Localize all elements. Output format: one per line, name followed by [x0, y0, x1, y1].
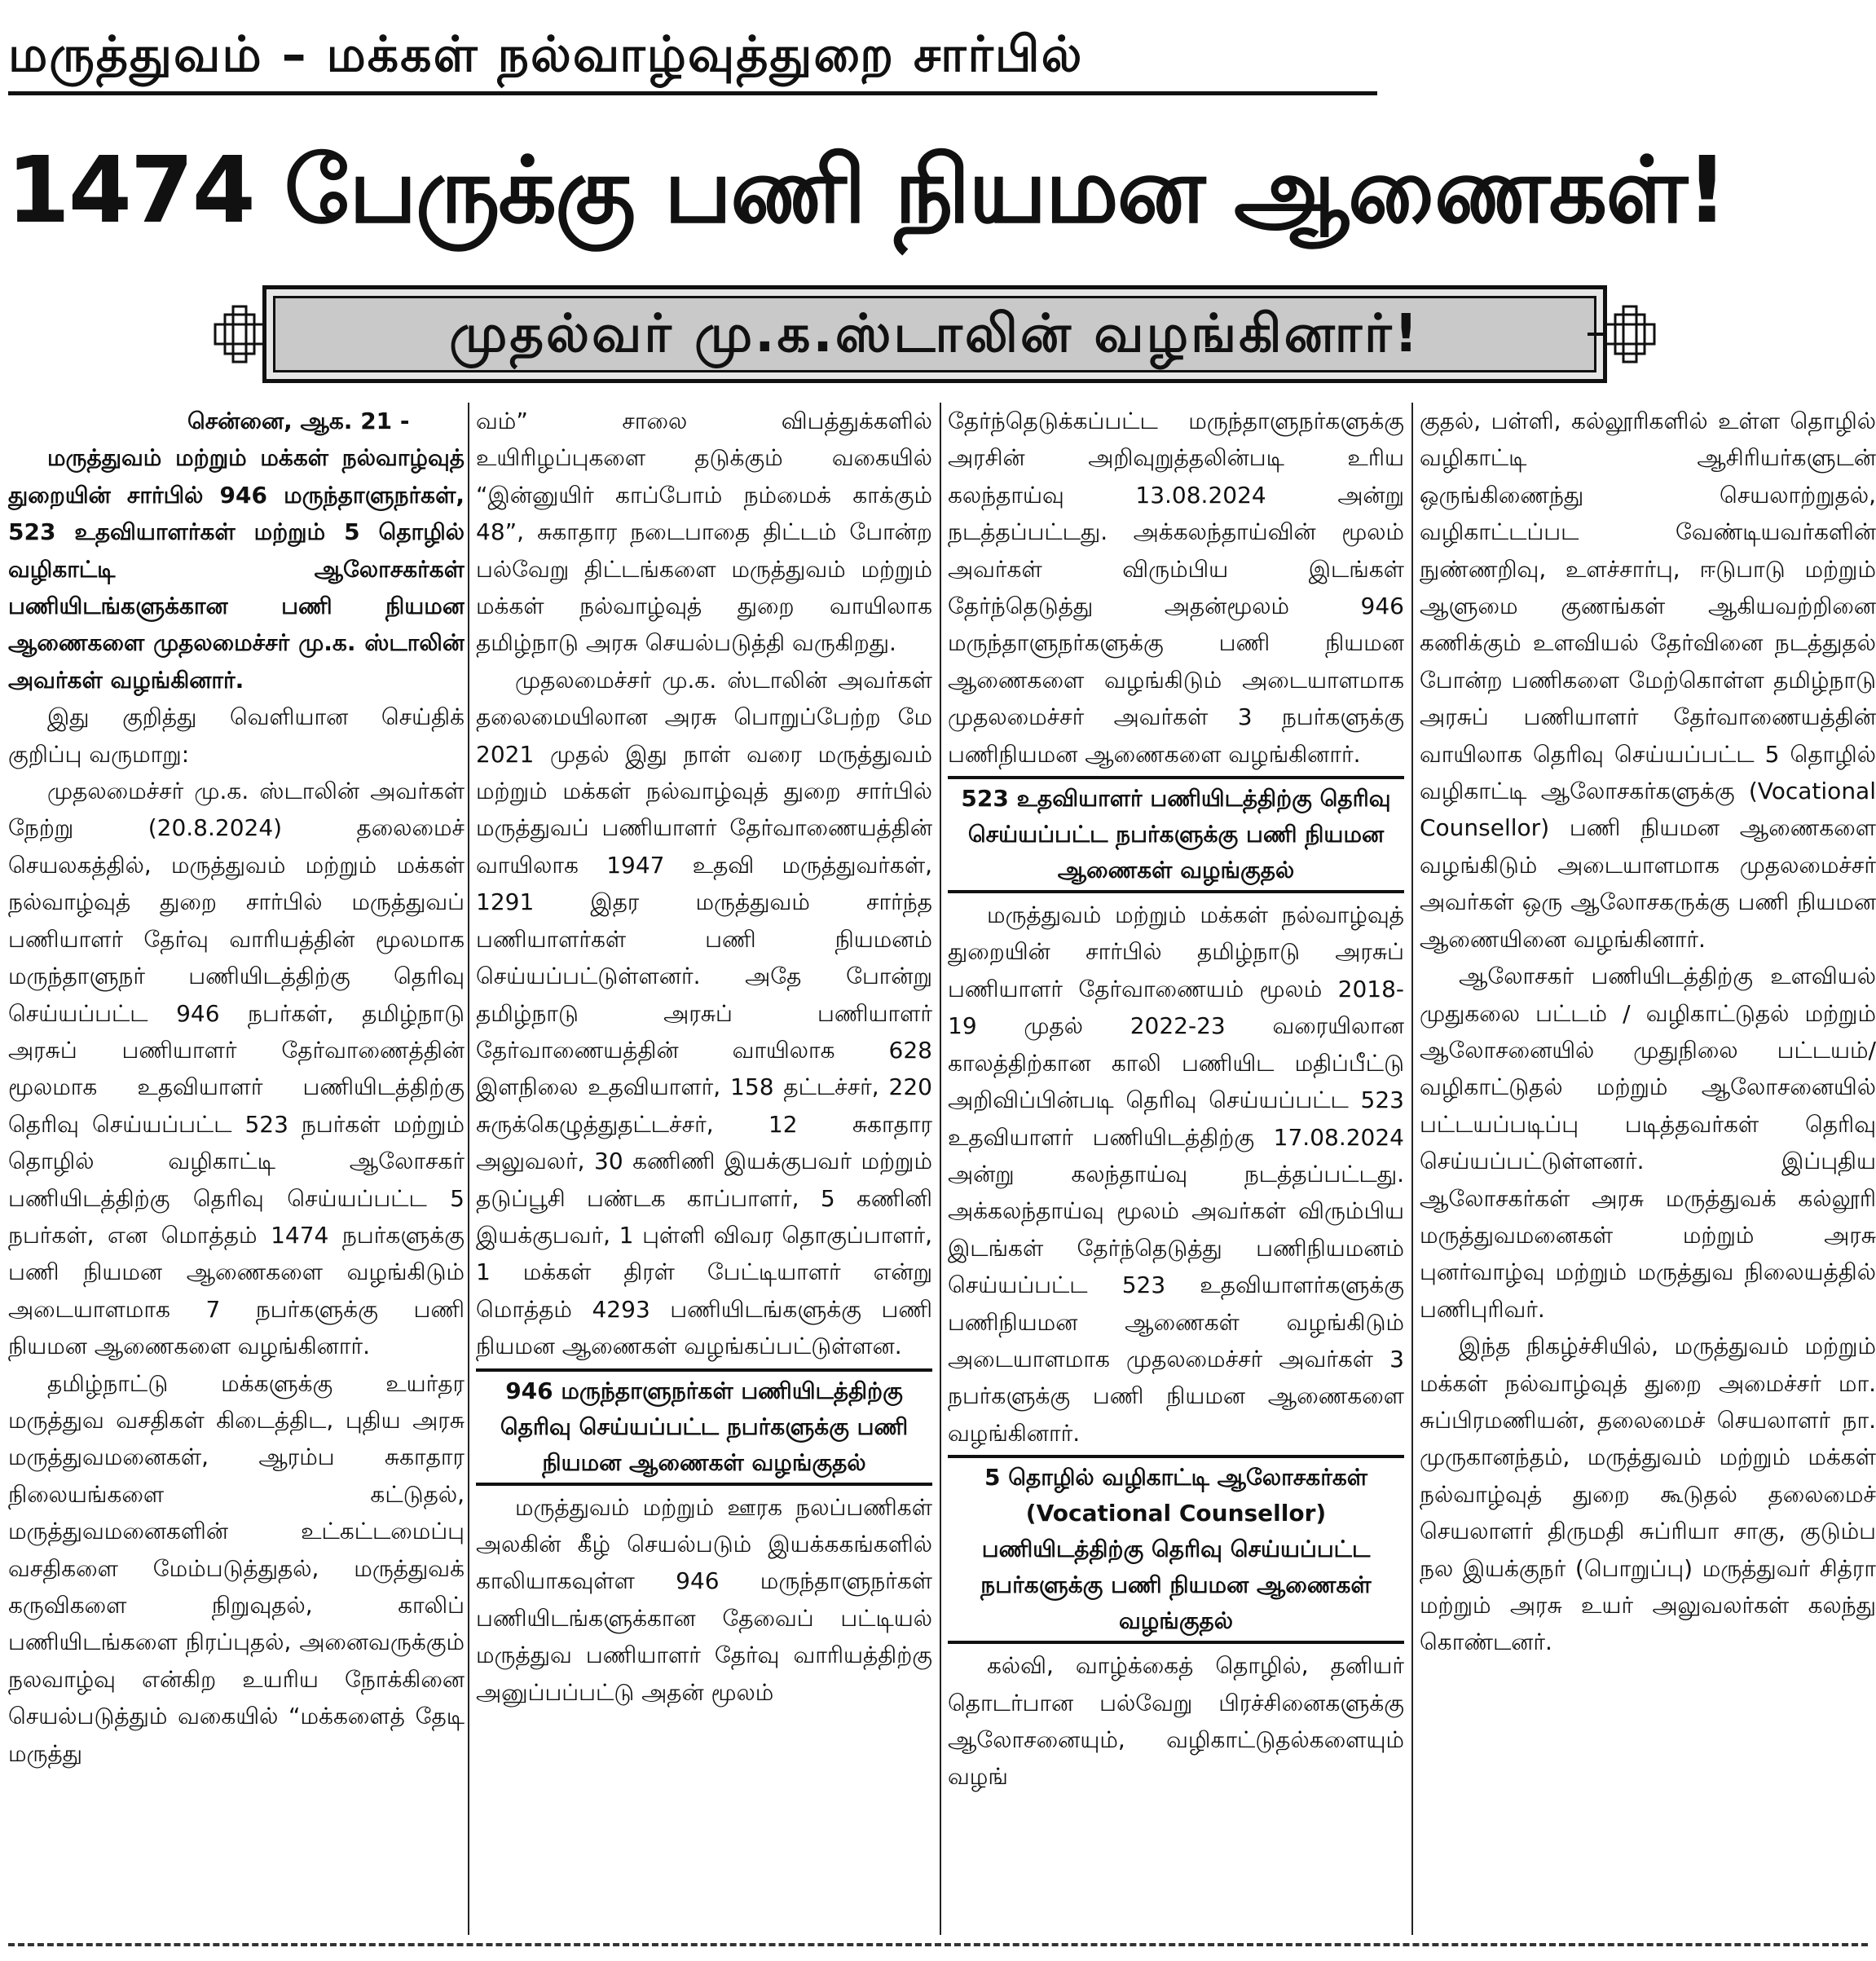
column-divider — [1411, 403, 1413, 1935]
paragraph: மருத்துவம் மற்றும் ஊரக நலப்பணிகள் அலகின் கீழ் செயல்படும் இயக்ககங்களில் காலியாகவுள்ள 946 மருந்தாளுநர்கள் பணியிடங்களுக்கான தேவைப் பட்டியல் மருத்துவ பணியாளர் தேர்வு வாரியத்திற்கு அனுப்பப்பட்டு அதன் மூலம் — [476, 1493, 932, 1706]
paragraph: தேர்ந்தெடுக்கப்பட்ட மருந்தாளுநர்களுக்கு அரசின் அறிவுறுத்தலின்படி உரிய கலந்தாய்வு 13.08.2024 அன்று நடத்தப்பட்டது. அக்கலந்தாய்வின் மூலம் அவர்கள் விரும்பிய இடங்கள் தேர்ந்தெடுத்து அதன்மூலம் 946 மருந்தாளுநர்களுக்கு பணி நியமன ஆணைகளை வழங்கிடும் அடையாளமாக முதலமைச்சர் அவர்கள் 3 நபர்களுக்கு பணிநியமன ஆணைகளை வழங்கினார். — [948, 408, 1404, 768]
headline: 1474 பேருக்கு பணி நியமன ஆணைகள்! — [7, 138, 1727, 244]
dateline: சென்னை, ஆக. 21 - — [187, 408, 410, 434]
column-divider — [940, 403, 941, 1935]
paragraph: தமிழ்நாட்டு மக்களுக்கு உயர்தர மருத்துவ வசதிகள் கிடைத்திட, புதிய அரசு மருத்துவமனைகள், ஆரம்ப சுகாதார நிலையங்களை கட்டுதல், மருத்துவமனைகளின் உட்கட்டமைப்பு வசதிகளை மேம்படுத்துதல், மருத்துவக் கருவிகளை நிறுவுதல், காலிப் பணியிடங்களை நிரப்புதல், அனைவருக்கும் நலவாழ்வு என்கிற உயரிய நோக்கினை செயல்படுத்தும் வகையில் “மக்களைத் தேடி மருத்து — [8, 1369, 465, 1767]
paragraph: ஆலோசகர் பணியிடத்திற்கு உளவியல் முதுகலை பட்டம் / வழிகாட்டுதல் மற்றும் ஆலோசனையில் முதுநிலை பட்டயம்/வழிகாட்டுதல் மற்றும் ஆலோசனையில் பட்டயப்படிப்பு படித்தவர்கள் தெரிவு செய்யப்பட்டுள்ளனர். இப்புதிய ஆலோசகர்கள் அரசு மருத்துவக் கல்லூரி மருத்துவமனைகள் மற்றும் அரசு புனர்வாழ்வு மற்றும் மருத்துவ நிலையத்தில் பணிபுரிவர். — [1420, 963, 1876, 1323]
paragraph: முதலமைச்சர் மு.க. ஸ்டாலின் அவர்கள் நேற்று (20.8.2024) தலைமைச் செயலகத்தில், மருத்துவம் மற்றும் மக்கள் நல்வாழ்வுத் துறை சார்பில் மருத்துவப் பணியாளர் தேர்வு வாரியத்தின் மூலமாக மருந்தாளுநர் பணியிடத்திற்கு தெரிவு செய்யப்பட்ட 946 நபர்கள், தமிழ்நாடு அரசுப் பணியாளர் தேர்வாணைத்தின் மூலமாக உதவியாளர் பணியிடத்திற்கு தெரிவு செய்யப்பட்ட 523 நபர்கள் மற்றும் தொழில் வழிகாட்டி ஆலோசகர் பணியிடத்திற்கு தெரிவு செய்யப்பட்ட 5 நபர்கள், என மொத்தம் 1474 நபர்களுக்கு பணி நியமன ஆணைகளை வழங்கிடும் அடையாளமாக 7 நபர்களுக்கு பணி நியமன ஆணைகளை வழங்கினார். — [8, 778, 465, 1360]
right-ornament-icon — [1588, 300, 1656, 368]
paragraph: கல்வி, வாழ்க்கைத் தொழில், தனியர் தொடர்பான பல்வேறு பிரச்சினைகளுக்கு ஆலோசனையும், வழிகாட்டுதல்களையும் வழங் — [948, 1652, 1404, 1791]
lead-paragraph: மருத்துவம் மற்றும் மக்கள் நல்வாழ்வுத் துறையின் சார்பில் 946 மருந்தாளுநர்கள், 523 உதவியாளர்கள் மற்றும் 5 தொழில் வழிகாட்டி ஆலோசகர்கள் பணியிடங்களுக்கான பணி நியமன ஆணைகளை முதலமைச்சர் மு.க. ஸ்டாலின் அவர்கள் வழங்கினார். — [8, 444, 465, 694]
banner-text: முதல்வர் மு.க.ஸ்டாலின் வழங்கினார்! — [449, 304, 1420, 364]
banner — [214, 285, 1656, 390]
column-2 — [476, 403, 932, 1935]
paragraph: மருத்துவம் மற்றும் மக்கள் நல்வாழ்வுத் துறையின் சார்பில் தமிழ்நாடு அரசுப் பணியாளர் தேர்வாணையம் மூலம் 2018-19 முதல் 2022-23 வரையிலான காலத்திற்கான காலி பணியிட மதிப்பீட்டு அறிவிப்பின்படி தெரிவு செய்யப்பட்ட 523 உதவியாளர் பணியிடத்திற்கு 17.08.2024 அன்று கலந்தாய்வு நடத்தப்பட்டது. அக்கலந்தாய்வு மூலம் அவர்கள் விரும்பிய இடங்கள் தேர்ந்தெடுத்து பணிநியமனம் செய்யப்பட்ட 523 உதவியாளர்களுக்கு பணிநியமன ஆணைகள் வழங்கிடும் அடையாளமாக முதலமைச்சர் அவர்கள் 3 நபர்களுக்கு பணி நியமன ஆணைகளை வழங்கினார். — [948, 901, 1404, 1447]
paragraph: குதல், பள்ளி, கல்லூரிகளில் உள்ள தொழில் வழிகாட்டி ஆசிரியர்களுடன் ஒருங்கிணைந்து செயலாற்றுதல், வழிகாட்டப்பட வேண்டியவர்களின் நுண்ணறிவு, உளச்சார்பு, ஈடுபாடு மற்றும் ஆளுமை குணங்கள் ஆகியவற்றினை கணிக்கும் உளவியல் தேர்வினை நடத்துதல் போன்ற பணிகளை மேற்கொள்ள தமிழ்நாடு அரசுப் பணியாளர் தேர்வாணையத்தின் வாயிலாக தெரிவு செய்யப்பட்ட 5 தொழில் வழிகாட்டி ஆலோசகர்களுக்கு (Vocational Counsellor) பணி நியமன ஆணைகளை வழங்கிடும் அடையாளமாக முதலமைச்சர் அவர்கள் ஒரு ஆலோசகருக்கு பணி நியமன ஆணையினை வழங்கினார். — [1420, 408, 1876, 953]
column-4 — [1420, 403, 1876, 1935]
paragraph: வம்” சாலை விபத்துக்களில் உயிரிழப்புகளை தடுக்கும் வகையில் “இன்னுயிர் காப்போம் நம்மைக் காக்கும் 48”, சுகாதார நடைபாதை திட்டம் போன்ற பல்வேறு திட்டங்களை மருத்துவம் மற்றும் மக்கள் நல்வாழ்வுத் துறை வாயிலாக தமிழ்நாடு அரசு செயல்படுத்தி வருகிறது. — [476, 408, 932, 657]
subheading: 523 உதவியாளர் பணியிடத்திற்கு தெரிவு செய்யப்பட்ட நபர்களுக்கு பணி நியமன ஆணைகள் வழங்குதல் — [948, 776, 1404, 893]
kicker-heading: மருத்துவம் – மக்கள் நல்வாழ்வுத்துறை சார்பில் — [8, 26, 1084, 83]
paragraph: முதலமைச்சர் மு.க. ஸ்டாலின் அவர்கள் தலைமையிலான அரசு பொறுப்பேற்ற மே 2021 முதல் இது நாள் வரை மருத்துவம் மற்றும் மக்கள் நல்வாழ்வுத் துறை சார்பில் மருத்துவப் பணியாளர் தேர்வாணையத்தின் வாயிலாக 1947 உதவி மருத்துவர்கள், 1291 இதர மருத்துவம் சார்ந்த பணியாளர்கள் பணி நியமனம் செய்யப்பட்டுள்ளனர். அதே போன்று தமிழ்நாடு அரசுப் பணியாளர் தேர்வாணையத்தின் வாயிலாக 628 இளநிலை உதவியாளர், 158 தட்டச்சர், 220 சுருக்கெழுத்துதட்டச்சர், 12 சுகாதார அலுவலர், 30 கணிணி இயக்குபவர் மற்றும் தடுப்பூசி பண்டக காப்பாளர், 5 கணினி இயக்குபவர், 1 புள்ளி விவர தொகுப்பாளர், 1 மக்கள் திரள் பேட்டியாளர் என்று மொத்தம் 4293 பணியிடங்களுக்கு பணி நியமன ஆணைகள் வழங்கப்பட்டுள்ளன. — [476, 666, 932, 1360]
bottom-dashed-rule — [8, 1943, 1868, 1946]
kicker-underline — [8, 91, 1377, 95]
subheading: 5 தொழில் வழிகாட்டி ஆலோசகர்கள் (Vocational Counsellor) பணியிடத்திற்கு தெரிவு செய்யப்பட்ட நபர்களுக்கு பணி நியமன ஆணைகள் வழங்குதல் — [948, 1455, 1404, 1644]
column-1 — [8, 403, 465, 1935]
paragraph: இந்த நிகழ்ச்சியில், மருத்துவம் மற்றும் மக்கள் நல்வாழ்வுத் துறை அமைச்சர் மா. சுப்பிரமணியன், தலைமைச் செயலாளர் நா. முருகானந்தம், மருத்துவம் மற்றும் மக்கள் நல்வாழ்வுத் துறை கூடுதல் தலைமைச் செயலாளர் திருமதி சுப்ரியா சாகு, குடும்ப நல இயக்குநர் (பொறுப்பு) மருத்துவர் சித்ரா மற்றும் அரசு உயர் அலுவலர்கள் கலந்து கொண்டனர். — [1420, 1333, 1876, 1656]
column-divider — [468, 403, 469, 1935]
subheading: 946 மருந்தாளுநர்கள் பணியிடத்திற்கு தெரிவு செய்யப்பட்ட நபர்களுக்கு பணி நியமன ஆணைகள் வழங்குதல் — [476, 1368, 932, 1486]
column-3 — [948, 403, 1404, 1935]
paragraph: இது குறித்து வெளியான செய்திக் குறிப்பு வருமாறு: — [8, 703, 465, 768]
